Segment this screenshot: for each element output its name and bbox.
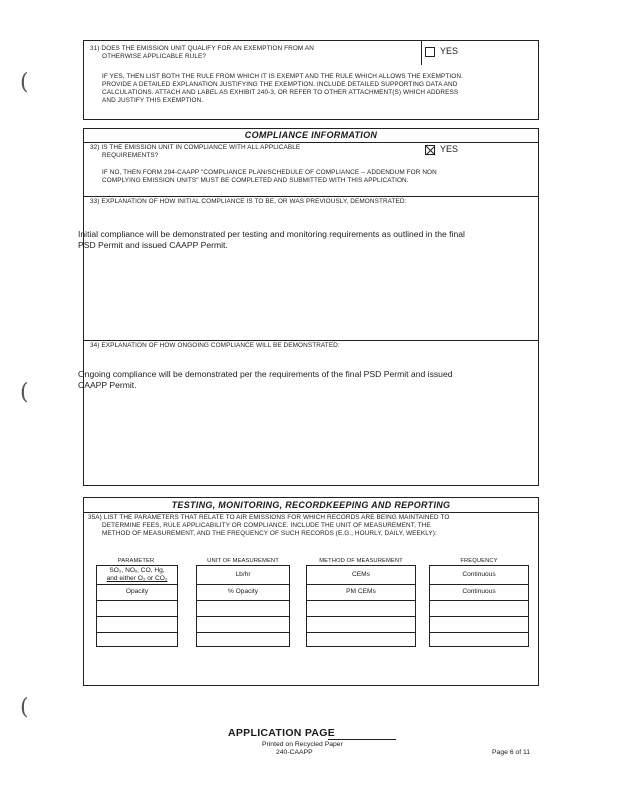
row-divider [430, 600, 528, 601]
row-divider [307, 616, 415, 617]
row-divider [307, 632, 415, 633]
q34-rule [84, 340, 538, 341]
method-cell[interactable]: PM CEMs [346, 588, 376, 595]
margin-mark-bottom: ( [20, 695, 29, 720]
q31-label: 31) DOES THE EMISSION UNIT QUALIFY FOR AN EXEMPTION FROM AN [90, 45, 314, 52]
compliance-section [78, 128, 539, 486]
q34-label: 34) EXPLANATION OF HOW ONGOING COMPLIANCE WILL BE DEMONSTRATED: [90, 342, 340, 349]
row-divider [197, 616, 289, 617]
q32-yes-label: YES [440, 144, 459, 154]
footer-title-rule [328, 739, 396, 740]
q31-yes-checkbox[interactable] [425, 47, 435, 57]
col-header-frequency: FREQUENCY [460, 558, 498, 564]
q32-instruction-1: IF NO, THEN FORM 294-CAAPP "COMPLIANCE PLAN/SCHEDULE OF COMPLIANCE -- ADDENDUM FOR NON [102, 169, 437, 176]
row-divider [197, 632, 289, 633]
row-divider [430, 616, 528, 617]
q32-label: 32) IS THE EMISSION UNIT IN COMPLIANCE WITH ALL APPLICABLE [90, 144, 301, 151]
compliance-header: COMPLIANCE INFORMATION [244, 130, 378, 140]
q35-label-2: DETERMINE FEES, RULE APPLICABILITY OR COMPLIANCE. INCLUDE THE UNIT OF MEASUREMENT, THE [102, 522, 431, 529]
parameter-cell[interactable]: Opacity [125, 588, 149, 595]
q33-rule [84, 196, 538, 197]
row-divider [307, 584, 415, 585]
parameter-cell[interactable] [97, 567, 177, 583]
parameter-row-1-line-2: and either O₂ or CO₂ [106, 575, 168, 582]
q31-instruction-4: AND JUSTIFY THIS EXEMPTION. [102, 97, 204, 104]
testing-header: TESTING, MONITORING, RECORDKEEPING AND REPORTING [171, 500, 451, 510]
q33-answer-1: Initial compliance will be demonstrated per testing and monitoring requirements as outlined in the final [78, 229, 465, 239]
row-divider [430, 632, 528, 633]
col-header-unit: UNIT OF MEASUREMENT [207, 558, 279, 564]
unit-cell[interactable]: Lb/hr [235, 571, 251, 578]
row-divider [197, 584, 289, 585]
q33-label: 33) EXPLANATION OF HOW INITIAL COMPLIANCE IS TO BE, OR WAS PREVIOUSLY, DEMONSTRATED: [90, 198, 407, 205]
row-divider [307, 600, 415, 601]
q31-divider [421, 41, 422, 65]
unit-column [196, 565, 290, 647]
margin-mark-top: ( [20, 70, 29, 95]
unit-cell[interactable]: % Opacity [227, 588, 259, 595]
frequency-column [429, 565, 529, 647]
row-divider [97, 584, 177, 585]
method-column [306, 565, 416, 647]
footer-recycled: Printed on Recycled Paper [262, 741, 343, 748]
parameter-column [96, 565, 178, 647]
q32-label-2: REQUIREMENTS? [102, 152, 159, 159]
row-divider [197, 600, 289, 601]
q32-yes-checkbox[interactable] [425, 145, 435, 155]
testing-header-rule [84, 512, 538, 513]
q34-answer-1: Ongoing compliance will be demonstrated per the requirements of the final PSD Permit and issued [78, 369, 453, 379]
q31-instruction-3: CALCULATIONS. ATTACH AND LABEL AS EXHIBIT 240-3, OR REFER TO OTHER ATTACHMENT(S) WHICH ADDRESS [102, 89, 459, 96]
frequency-cell[interactable]: Continuous [462, 588, 496, 595]
q31-label-2: OTHERWISE APPLICABLE RULE? [102, 53, 207, 60]
compliance-header-rule [84, 142, 538, 143]
method-cell[interactable]: CEMs [352, 571, 370, 578]
q35-label-1: 35A) LIST THE PARAMETERS THAT RELATE TO AIR EMISSIONS FOR WHICH RECORDS ARE BEING MAINTAINED TO [88, 514, 450, 521]
row-divider [97, 616, 177, 617]
frequency-cell[interactable]: Continuous [462, 571, 496, 578]
q33-answer-2: PSD Permit and issued CAAPP Permit. [78, 240, 228, 250]
row-divider [97, 632, 177, 633]
exemption-section [83, 40, 539, 120]
row-divider [430, 584, 528, 585]
footer-form-number: 240-CAAPP [276, 749, 313, 756]
q32-instruction-2: COMPLYING EMISSION UNITS" MUST BE COMPLETED AND SUBMITTED WITH THIS APPLICATION. [102, 177, 409, 184]
margin-mark-middle: ( [20, 380, 29, 405]
q34-answer-2: CAAPP Permit. [78, 380, 137, 390]
parameter-row-1-line-1: SO₂, NOₓ, CO, Hg, [109, 567, 165, 574]
footer-title: APPLICATION PAGE [228, 727, 336, 739]
q31-instruction-2: PROVIDE A DETAILED EXPLANATION JUSTIFYING THE EXEMPTION. INCLUDE DETAILED SUPPORTING DATA AND [102, 81, 458, 88]
row-divider [97, 600, 177, 601]
q31-instruction-1: IF YES, THEN LIST BOTH THE RULE FROM WHICH IT IS EXEMPT AND THE RULE WHICH ALLOWS THE EXEMPTION. [102, 73, 463, 80]
footer-page-number: Page 6 of 11 [492, 749, 531, 756]
q31-yes-label: YES [440, 46, 459, 56]
col-header-parameter: PARAMETER [117, 558, 155, 564]
testing-section [83, 497, 539, 686]
q35-label-3: METHOD OF MEASUREMENT, AND THE FREQUENCY OF SUCH RECORDS (E.G., HOURLY, DAILY, WEEKLY): [102, 530, 437, 537]
col-header-method: METHOD OF MEASUREMENT [319, 558, 403, 564]
